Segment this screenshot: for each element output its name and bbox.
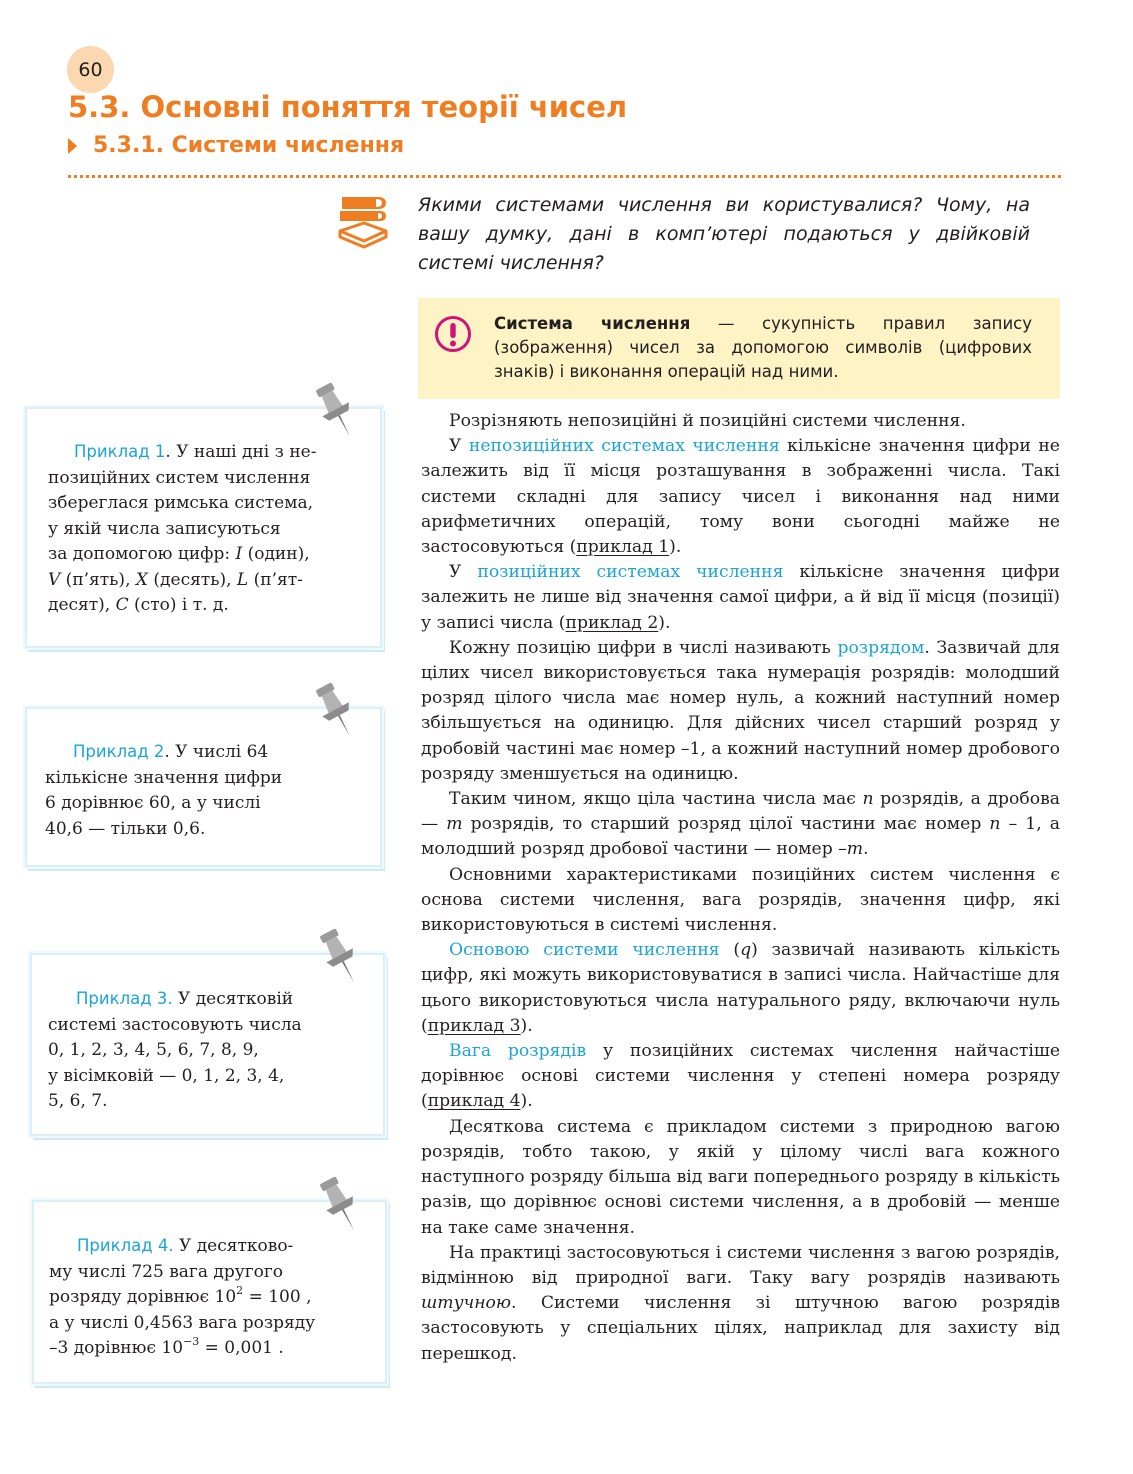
subsection-title: 5.3.1. Системи числення bbox=[93, 133, 405, 158]
term-nonpositional: непозиційних системах числення bbox=[468, 436, 780, 457]
page-number: 60 bbox=[78, 58, 103, 81]
pushpin-icon bbox=[318, 1175, 364, 1237]
paragraph-4: Кожну позицію цифри в числі називають розрядом. Зазвичай для цілих чисел використовується така нумерація розрядів: молодший розряд цілого числа має номер нуль, а кожний наступний номер збільшується на одиницю. Для дійсних чисел старший розряд у дробовій частині має номер –1, а кожний наступний номер дробового розряду зменшується на одиницю. bbox=[421, 637, 1061, 784]
section-title: 5.3. Основні поняття теорії чисел bbox=[68, 90, 628, 124]
example-1-label: Приклад 1 bbox=[74, 442, 166, 461]
main-text bbox=[421, 409, 1060, 1367]
term-digit-weight: Вага розрядів bbox=[449, 1041, 587, 1062]
example-2-text: Приклад 2. У числі 64 кількісне значення цифри 6 дорівнює 60, а у числі 40,6 — тільки 0,6. bbox=[45, 742, 283, 839]
paragraph-1: Розрізняють непозиційні й позиційні системи числення. bbox=[449, 411, 966, 431]
definition-body: — сукупність правил запису (зображення) чисел за допомогою символів (цифрових знаків) і виконання операцій над ними. bbox=[494, 314, 1032, 381]
paragraph-8: Вага розрядів у позиційних системах числення найчастіше дорівнює основі системи числення у степені номера розряду (приклад 4). bbox=[421, 1041, 1060, 1112]
paragraph-2: У непозиційних системах числення кількісне значення цифри не залежить від її місця розташування в зображенні числа. Такі системи складні для запису чисел і виконання над ними арифметичних операцій, тому вони сьогодні майже не застосовуються (приклад 1). bbox=[421, 436, 1060, 558]
example-3-text: Приклад 3. У десятковій системі застосовують числа 0, 1, 2, 3, 4, 5, 6, 7, 8, 9, у вісімковій — 0, 1, 2, 3, 4, 5, 6, 7. bbox=[48, 989, 302, 1111]
example-1-reference: приклад 1 bbox=[576, 537, 670, 558]
paragraph-6: Основними характеристиками позиційних систем числення є основа системи числення, вага розрядів, значення цифр, які використовуються в системі числення. bbox=[421, 864, 1060, 936]
exclamation-icon bbox=[434, 315, 472, 353]
definition-term: Система числення bbox=[494, 314, 691, 333]
dotted-divider bbox=[68, 175, 1061, 178]
pushpin-icon bbox=[318, 927, 364, 989]
example-2-reference: приклад 2 bbox=[565, 612, 659, 633]
pushpin-icon bbox=[314, 381, 360, 443]
paragraph-7: Основою системи числення (q) зазвичай називають кількість цифр, які можуть використовуватися в записі числа. Найчастіше для цього використовуються числа натурального ряду, включаючи нуль (приклад 3). bbox=[421, 940, 1061, 1036]
example-4-reference: приклад 4 bbox=[427, 1091, 521, 1112]
example-1-text: Приклад 1. У наші дні з не- позиційних систем числення збереглася римська система, у якій числа записуються за допомогою цифр: I (один), V (п’ять), X (десять), L (п’ят- десят), C (сто) і т. д. bbox=[48, 442, 317, 615]
example-4-label: Приклад 4. bbox=[77, 1236, 174, 1255]
books-stack-icon bbox=[336, 193, 392, 249]
term-base: Основою системи числення bbox=[449, 940, 720, 961]
paragraph-9: Десяткова система є прикладом системи з природною вагою розрядів, тобто такою, у якій у цілому числі вага кожного наступного розряду більша від ваги попереднього розряду в кількість разів, що дорівнює основі системи числення, а в дробовій — менше на таке саме значення. bbox=[421, 1116, 1060, 1238]
example-1-card bbox=[25, 407, 382, 648]
paragraph-5: Таким чином, якщо ціла частина числа має n розрядів, а дробова — m розрядів, то старший розряд цілої частини має номер n – 1, а молодший розряд дробової частини — номер –m. bbox=[421, 789, 1060, 860]
term-positional: позиційних системах числення bbox=[477, 562, 784, 583]
example-3-reference: приклад 3 bbox=[427, 1015, 521, 1036]
intro-question: Якими системами числення ви користувалися? Чому, на вашу думку, дані в комп’ютері подаються у двійковій системі числення? bbox=[418, 194, 1030, 274]
paragraph-3: У позиційних системах числення кількісне значення цифри залежить не лише від значення самої цифри, а й від її місця (позиції) у записі числа (приклад 2). bbox=[421, 562, 1061, 633]
term-digit-position: розрядом bbox=[837, 637, 925, 658]
page-number-badge bbox=[67, 46, 114, 93]
definition-text bbox=[494, 312, 1032, 384]
pushpin-icon bbox=[314, 681, 360, 743]
paragraph-10: На практиці застосовуються і системи числення з вагою розрядів, відмінною від природної ваги. Таку вагу розрядів називають штучною. Системи числення зі штучною вагою розрядів застосовують у спеціальних цілях, наприклад для захисту від перешкод. bbox=[421, 1242, 1060, 1364]
example-2-label: Приклад 2 bbox=[73, 742, 165, 761]
subsection-heading bbox=[68, 133, 404, 158]
triangle-bullet-icon bbox=[68, 138, 77, 154]
definition-box bbox=[418, 298, 1060, 399]
example-3-label: Приклад 3. bbox=[76, 989, 173, 1008]
example-4-text: Приклад 4. У десятково- му числі 725 вага другого розряду дорівнює $10^2 = 100$ , а у числі 0,4563 вага розряду –3 дорівнює $10^{-3} = 0,001$ . bbox=[49, 1236, 316, 1358]
